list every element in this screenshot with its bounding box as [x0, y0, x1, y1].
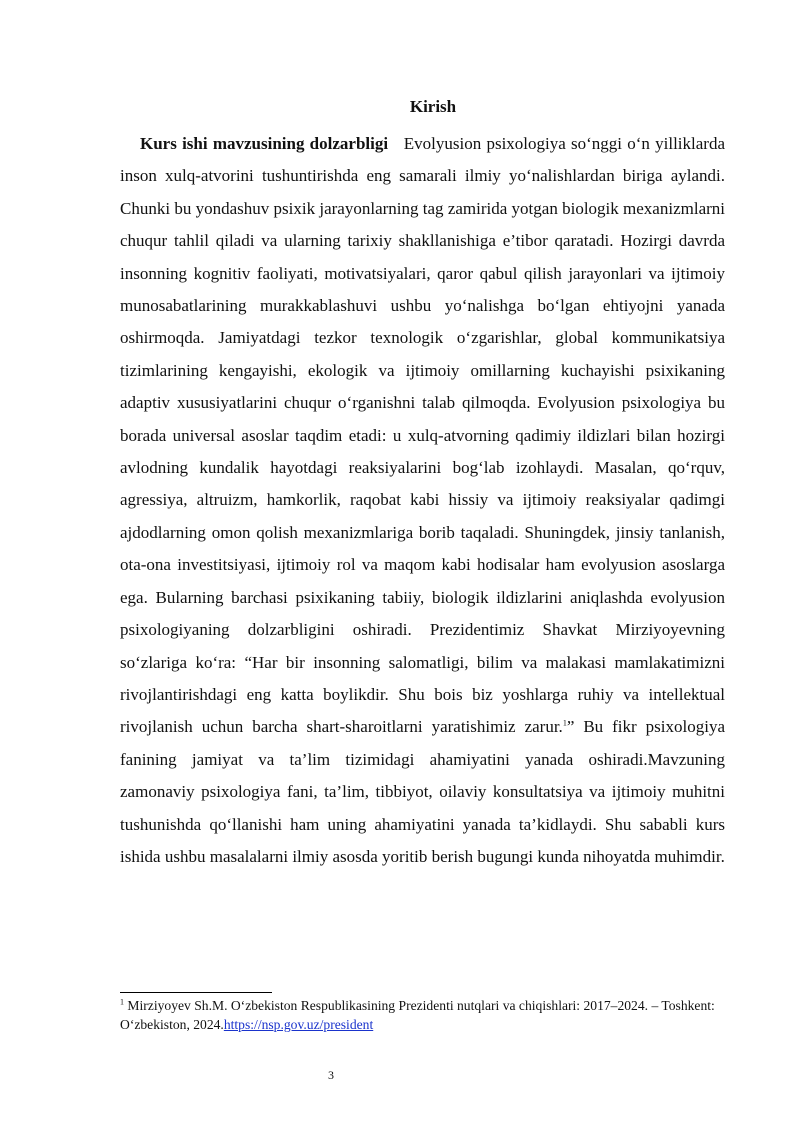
footnote-divider — [120, 992, 272, 993]
page-number: 3 — [328, 1068, 334, 1082]
footnote-link[interactable]: https://nsp.gov.uz/president — [223, 1017, 374, 1032]
paragraph-lead: Kurs ishi mavzusining dolzarbligi — [140, 134, 389, 153]
section-title: Kirish — [409, 97, 457, 116]
footnote-mark: 1 — [120, 997, 124, 1007]
footnote-text: Mirziyoyev Sh.M. O‘zbekiston Respublikasining Prezidenti nutqlari va chiqishlari: 2017–2024. – Toshkent: O‘zbekiston, 2024. — [120, 998, 715, 1032]
footnote — [120, 996, 725, 1034]
paragraph-text: Evolyusion psixologiya so‘nggi o‘n yilliklarda inson xulq-atvorini tushuntirishda eng samarali ilmiy yo‘nalishlardan biriga aylandi. Chunki bu yondashuv psixik jarayonlarning tag zamirida yotgan biologik mexanizmlarni chuqur tahlil qiladi va ularning tarixiy shakllanishiga e’tibor qaratadi. Hozirgi davrda insonning kognitiv faoliyati, motivatsiyalari, qaror qabul qilish jarayonlari va ijtimoiy munosabatlarining murakkablashuvi ushbu yo‘nalishga bo‘lgan ehtiyojni yanada oshirmoqda. Jamiyatdagi tezkor texnologik o‘zgarishlar, global kommunikatsiya tizimlarining kengayishi, ekologik va ijtimoiy omillarning kuchayishi psixikaning adaptiv xususiyatlarini chuqur o‘rganishni talab qilmoqda. Evolyusion psixologiya bu borada universal asoslar taqdim etadi: u xulq-atvorning qadimiy ildizlari bilan hozirgi avlodning kundalik hayotdagi reaksiyalarini bog‘lab izohlaydi. Masalan, qo‘rquv, agressiya, altruizm, hamkorlik, raqobat kabi hissiy va ijtimoiy reaksiyalar qadimgi ajdodlarning omon qolish mexanizmlariga borib taqaladi. Shuningdek, jinsiy tanlanish, ota-ona investitsiyasi, ijtimoiy rol va maqom kabi hodisalar ham evolyusion asoslarga ega. Bularning barchasi psixikaning tabiiy, biologik ildizlarini aniqlashda evolyusion psixologiyaning dolzarbligini oshiradi. Prezidentimiz Shavkat Mirziyoyevning so‘zlariga ko‘ra: “Har bir insonning salomatligi, bilim va malakasi mamlakatimizni rivojlantirishdagi eng katta boylikdir. Shu bois biz yoshlarga ruhiy va intellektual rivojlanish uchun barcha shart-sharoitlarni yaratishimiz zarur. — [120, 134, 726, 737]
paragraph-text-continued: ” Bu fikr psixologiya fanining jamiyat va ta’lim tizimidagi ahamiyatini yanada oshiradi.Mavzuning zamonaviy psixologiya fani, ta’lim, tibbiyot, oilaviy konsultatsiya va ijtimoiy muhitni tushunishda qo‘llanishi ham uning ahamiyatini yanada ta’kidlaydi. Shu sababli kurs ishida ushbu masalalarni ilmiy asosda yoritib berish bugungi kunda nihoyatda muhimdir. — [120, 717, 725, 866]
body-paragraph — [120, 128, 725, 873]
footnote-reference[interactable]: 1 — [562, 718, 567, 728]
